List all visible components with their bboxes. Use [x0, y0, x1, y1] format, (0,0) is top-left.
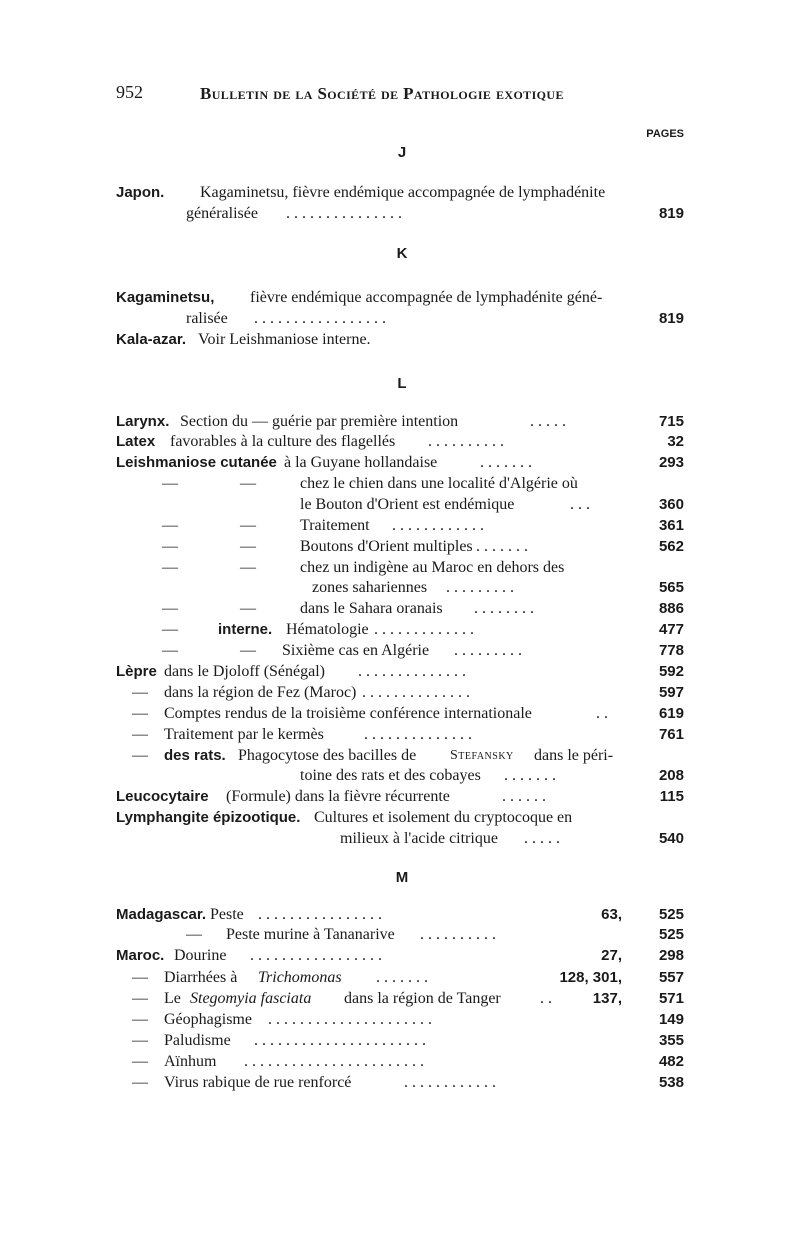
index-entry	[0, 662, 800, 682]
ditto-dash: —	[162, 559, 178, 576]
entry-text: Section du — guérie par première intention	[180, 413, 459, 430]
index-entry-continued	[0, 309, 800, 329]
ditto-dash: —	[132, 705, 148, 722]
entry-text: milieux à l'acide citrique	[340, 830, 498, 847]
leader-dots: . . . . . . . . . . . . . .	[358, 663, 466, 680]
leader-dots: . . . . . . .	[476, 538, 528, 555]
index-entry	[0, 905, 800, 925]
index-entry	[0, 746, 800, 766]
leader-dots: . . . . .	[524, 830, 560, 847]
page-ref: 298	[658, 947, 684, 964]
entry-text: dans le Djoloff (Sénégal)	[164, 663, 325, 680]
page-number: 952	[116, 82, 143, 102]
page-ref: 482	[658, 1053, 684, 1070]
ditto-dash: —	[240, 517, 256, 534]
leader-dots: . .	[596, 705, 608, 722]
entry-text: ralisée	[186, 310, 228, 327]
leader-dots: . . . . . . . .	[474, 600, 534, 617]
ditto-dash: —	[132, 1011, 148, 1028]
leader-dots: . . . . . . . . .	[454, 642, 522, 659]
entry-text: Hématologie	[286, 621, 369, 638]
leader-dots: . . . . . . . . . . . . .	[374, 621, 474, 638]
entry-text: Le	[164, 990, 181, 1007]
leader-dots: . . . . . . . . . . . . . . . . .	[250, 947, 382, 964]
entry-text: généralisée	[186, 205, 258, 222]
entry-text: Kagaminetsu, fièvre endémique accompagnée de lymphadénite	[200, 184, 606, 201]
index-entry	[0, 925, 800, 945]
entry-text: Peste murine à Tananarive	[226, 926, 395, 943]
entry-text: Diarrhées à	[164, 969, 238, 986]
ditto-dash: —	[240, 559, 256, 576]
page-ref: 761	[658, 726, 684, 743]
index-entry	[0, 599, 800, 619]
ditto-dash: —	[162, 475, 178, 492]
ditto-dash: —	[162, 517, 178, 534]
entry-term: Lèpre	[116, 663, 157, 680]
entry-text-italic: Trichomonas	[258, 969, 342, 986]
page-ref: 360	[658, 496, 684, 513]
leader-dots: . . . . . . . . . . . . . . .	[286, 205, 402, 222]
index-entry	[0, 641, 800, 661]
entry-text: Virus rabique de rue renforcé	[164, 1074, 352, 1091]
ditto-dash: —	[240, 600, 256, 617]
leader-dots: . . . . . . .	[376, 969, 428, 986]
page-ref: 886	[658, 600, 684, 617]
entry-text: toine des rats et des cobayes	[300, 767, 481, 784]
ditto-dash: —	[132, 747, 148, 764]
leader-dots: . . . . . . . . . . . .	[392, 517, 484, 534]
page-ref: 525	[658, 906, 684, 923]
page-ref-secondary: 63,	[601, 906, 622, 923]
entry-text: Cultures et isolement du cryptocoque en	[314, 809, 573, 826]
page-ref-secondary: 128, 301,	[559, 969, 622, 986]
index-entry-continued	[0, 578, 800, 598]
entry-text: Comptes rendus de la troisième conférence internationale	[164, 705, 532, 722]
section-letter-k: K	[396, 245, 408, 262]
leader-dots: . . . . . . . . . . . . . . . .	[258, 906, 382, 923]
index-entry	[0, 183, 800, 203]
page-ref: 525	[658, 926, 684, 943]
ditto-dash: —	[132, 726, 148, 743]
page-ref: 597	[658, 684, 684, 701]
ditto-dash: —	[162, 538, 178, 555]
entry-text: Aïnhum	[164, 1053, 217, 1070]
index-entry-continued	[0, 766, 800, 786]
running-title: Bulletin de la Société de Pathologie exotique	[200, 84, 564, 103]
ditto-dash: —	[162, 642, 178, 659]
entry-text: zones sahariennes	[312, 579, 428, 596]
page-ref: 149	[658, 1011, 684, 1028]
section-letter-j: J	[397, 144, 407, 161]
page-ref: 819	[658, 205, 684, 222]
page-ref: 562	[658, 538, 684, 555]
entry-text: le Bouton d'Orient est endémique	[300, 496, 515, 513]
index-entry	[0, 1010, 800, 1030]
entry-term: Kagaminetsu,	[116, 289, 215, 306]
page-ref: 361	[658, 517, 684, 534]
ditto-dash: —	[240, 642, 256, 659]
index-entry-continued	[0, 495, 800, 515]
index-entry	[0, 330, 800, 350]
index-entry-continued	[0, 204, 800, 224]
ditto-dash: —	[132, 1032, 148, 1049]
leader-dots: . . . . . . . . . . . . . .	[364, 726, 472, 743]
page-ref: 208	[658, 767, 684, 784]
page-ref: 571	[658, 990, 684, 1007]
entry-text: à la Guyane hollandaise	[284, 454, 438, 471]
entry-text: favorables à la culture des flagellés	[170, 433, 396, 450]
index-entry	[0, 808, 800, 828]
entry-text: chez le chien dans une localité d'Algérie où	[300, 475, 578, 492]
leader-dots: . .	[540, 990, 552, 1007]
entry-term: Leucocytaire	[116, 788, 209, 805]
page-ref: 619	[658, 705, 684, 722]
entry-subterm: interne.	[218, 621, 273, 638]
index-entry	[0, 1052, 800, 1072]
entry-term: Latex	[116, 433, 156, 450]
section-letter-m: M	[395, 869, 409, 886]
leader-dots: . . . . . . . . . . . . . . . . . . . . .	[268, 1011, 432, 1028]
ditto-dash: —	[132, 969, 148, 986]
entry-text: dans la région de Fez (Maroc)	[164, 684, 357, 701]
leader-dots: . . . . .	[530, 413, 566, 430]
ditto-dash: —	[132, 684, 148, 701]
entry-term: Leishmaniose cutanée	[116, 454, 277, 471]
leader-dots: . . . . . . . . .	[446, 579, 514, 596]
entry-text-italic: Stegomyia fasciata	[190, 990, 312, 1007]
leader-dots: . . . . . . . . . .	[428, 433, 504, 450]
pages-column-label: PAGES	[646, 128, 684, 140]
page-ref: 715	[658, 413, 684, 430]
page-ref: 477	[658, 621, 684, 638]
index-entry	[0, 537, 800, 557]
entry-text: Peste	[210, 906, 244, 923]
entry-text: dans le Sahara oranais	[300, 600, 443, 617]
index-entry	[0, 1073, 800, 1093]
author-name: Stefansky	[450, 748, 514, 763]
entry-term: Kala-azar.	[116, 331, 187, 348]
index-entry	[0, 946, 800, 966]
ditto-dash: —	[132, 1074, 148, 1091]
ditto-dash: —	[162, 621, 178, 638]
leader-dots: . . . . . . .	[480, 454, 532, 471]
entry-text: Sixième cas en Algérie	[282, 642, 430, 659]
index-entry	[0, 453, 800, 473]
leader-dots: . . . . . . . . . . . . . . . . . . . . . .	[254, 1032, 426, 1049]
leader-dots: . . . . . . .	[504, 767, 556, 784]
leader-dots: . . . . . . . . . . . .	[404, 1074, 496, 1091]
ditto-dash: —	[162, 600, 178, 617]
page-ref: 592	[658, 663, 684, 680]
entry-text: dans la région de Tanger	[344, 990, 501, 1007]
index-entry	[0, 989, 800, 1009]
section-letter-l: L	[397, 375, 407, 392]
entry-text: dans le péri-	[534, 747, 614, 764]
index-entry	[0, 725, 800, 745]
entry-term: Lymphangite épizootique.	[116, 809, 301, 826]
entry-term: Madagascar.	[116, 906, 207, 923]
page-ref: 778	[658, 642, 684, 659]
entry-text: Dourine	[174, 947, 227, 964]
index-entry	[0, 704, 800, 724]
entry-subterm: des rats.	[164, 747, 226, 764]
index-entry	[0, 558, 800, 578]
entry-term: Japon.	[116, 184, 165, 201]
entry-text: chez un indigène au Maroc en dehors des	[300, 559, 565, 576]
leader-dots: . . . . . . . . . .	[420, 926, 496, 943]
leader-dots: . . .	[570, 496, 590, 513]
leader-dots: . . . . . . . . . . . . . . . . . . . . . . .	[244, 1053, 424, 1070]
index-entry	[0, 412, 800, 432]
page-ref: 115	[659, 788, 684, 805]
ditto-dash: —	[132, 990, 148, 1007]
index-entry	[0, 620, 800, 640]
index-entry	[0, 968, 800, 988]
page-ref: 557	[658, 969, 684, 986]
index-entry-continued	[0, 829, 800, 849]
entry-text: Paludisme	[164, 1032, 231, 1049]
entry-text: Traitement par le kermès	[164, 726, 324, 743]
leader-dots: . . . . . . . . . . . . . . . . .	[254, 310, 386, 327]
index-entry	[0, 1031, 800, 1051]
page-ref: 32	[667, 433, 684, 450]
page-ref-secondary: 27,	[601, 947, 622, 964]
ditto-dash: —	[186, 926, 202, 943]
entry-term: Maroc.	[116, 947, 165, 964]
entry-text: Phagocytose des bacilles de	[238, 747, 417, 764]
index-entry	[0, 474, 800, 494]
entry-text: Voir Leishmaniose interne.	[198, 331, 371, 348]
entry-text: (Formule) dans la fièvre récurrente	[226, 788, 450, 805]
page-ref-secondary: 137,	[592, 990, 622, 1007]
index-entry	[0, 288, 800, 308]
entry-text: Boutons d'Orient multiples	[300, 538, 473, 555]
index-entry	[0, 516, 800, 536]
leader-dots: . . . . . . . . . . . . . .	[362, 684, 470, 701]
page-ref: 819	[658, 310, 684, 327]
page-ref: 540	[658, 830, 684, 847]
ditto-dash: —	[240, 538, 256, 555]
entry-text: Traitement	[300, 517, 370, 534]
page-ref: 565	[658, 579, 684, 596]
index-entry	[0, 683, 800, 703]
leader-dots: . . . . . .	[502, 788, 546, 805]
entry-text: fièvre endémique accompagnée de lymphadénite géné-	[250, 289, 603, 306]
page-ref: 293	[658, 454, 684, 471]
ditto-dash: —	[240, 475, 256, 492]
page-ref: 355	[658, 1032, 684, 1049]
index-entry	[0, 787, 800, 807]
entry-text: Géophagisme	[164, 1011, 252, 1028]
ditto-dash: —	[132, 1053, 148, 1070]
entry-term: Larynx.	[116, 413, 170, 430]
page-ref: 538	[658, 1074, 684, 1091]
index-entry	[0, 432, 800, 452]
